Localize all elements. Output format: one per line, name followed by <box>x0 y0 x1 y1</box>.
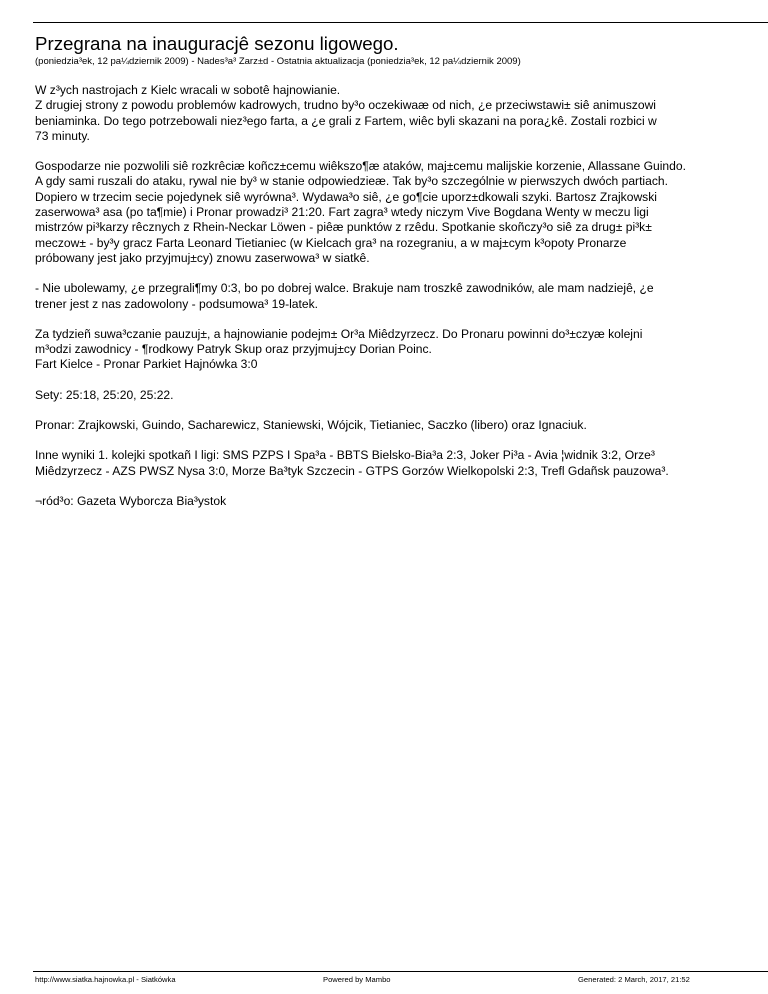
bottom-rule <box>33 971 768 972</box>
text-line: 73 minuty. <box>35 128 90 143</box>
article-meta: (poniedzia³ek, 12 pa¼dziernik 2009) - Nades³a³ Zarz±d - Ostatnia aktualizacja (poniedzia³ek, 12 pa¼dziernik 2009) <box>35 56 521 67</box>
paragraph-quote <box>35 281 747 312</box>
paragraph-source <box>35 494 747 509</box>
text-line: Gospodarze nie pozwolili siê rozkrêciæ koñcz±cemu wiêkszo¶æ ataków, maj±cemu malijskie korzenie, Allassane Guindo. <box>35 159 686 174</box>
text-line: mistrzów pi³karzy rêcznych z Rhein-Neckar Löwen - piêæ punktów z rzêdu. Spotkanie skoñczy³o siê za drug± pi³k± <box>35 220 652 235</box>
article-title: Przegrana na inauguracjê sezonu ligowego. <box>35 33 399 54</box>
text-line: Inne wyniki 1. kolejki spotkañ I ligi: SMS PZPS I Spa³a - BBTS Bielsko-Bia³a 2:3, Joker Pi³a - Avia ¦widnik 3:2, Orze³ <box>35 448 655 463</box>
text-line: ¬ród³o: Gazeta Wyborcza Bia³ystok <box>35 493 227 508</box>
text-line: meczow± - by³y gracz Farta Leonard Tietianiec (w Kielcach gra³ na rozegraniu, a w maj±cym k³opoty Pronarze <box>35 235 627 250</box>
footer-generated-date: Generated: 2 March, 2017, 21:52 <box>578 975 690 984</box>
text-line: W z³ych nastrojach z Kielc wracali w sobotê hajnowianie. <box>35 83 341 97</box>
text-line: Dopiero w trzecim secie pojedynek siê wyrówna³. Wydawa³o siê, ¿e go¶cie uporz±dkowali szyki. Bartosz Zrajkowski <box>35 189 657 204</box>
text-line: Fart Kielce - Pronar Parkiet Hajnówka 3:0 <box>35 357 258 372</box>
paragraph-next-round <box>35 327 747 373</box>
paragraph-intro <box>35 83 747 144</box>
text-line: Pronar: Zrajkowski, Guindo, Sacharewicz, Staniewski, Wójcik, Tietianiec, Saczko (libero) oraz Ignaciuk. <box>35 418 587 433</box>
paragraph-other-results <box>35 448 747 479</box>
text-line: m³odzi zawodnicy - ¶rodkowy Patryk Skup oraz przyjmuj±cy Dorian Poinc. <box>35 342 432 357</box>
footer-site-url: http://www.siatka.hajnowka.pl - Siatkówka <box>35 975 176 984</box>
paragraph-match-report <box>35 159 747 266</box>
text-line: zaserwowa³ asa (po ta¶mie) i Pronar prowadzi³ 21:20. Fart zagra³ wtedy niczym Vive Bogdana Wenty w meczu ligi <box>35 205 649 220</box>
text-line: Za tydzieñ suwa³czanie pauzuj±, a hajnowianie podejm± Or³a Miêdzyrzecz. Do Pronaru powinni do³±czyæ kolejni <box>35 326 643 341</box>
text-line: beniaminka. Do tego potrzebowali niez³ego farta, a ¿e grali z Fartem, wiêc byli skazani na pora¿kê. Zostali rozbici w <box>35 113 657 128</box>
text-line: - Nie ubolewamy, ¿e przegrali¶my 0:3, bo po dobrej walce. Brakuje nam troszkê zawodników, ale mam nadziejê, ¿e <box>35 281 654 296</box>
footer-powered-by: Powered by Mambo <box>323 975 391 984</box>
text-line: Miêdzyrzecz - AZS PWSZ Nysa 3:0, Morze Ba³tyk Szczecin - GTPS Gorzów Wielkopolski 2:3, Trefl Gdañsk pauzowa³. <box>35 463 669 478</box>
top-rule <box>33 22 768 23</box>
text-line: A gdy sami ruszali do ataku, rywal nie by³ w stanie odpowiedzieæ. Tak by³o szczególnie w pierwszych dwóch partiach. <box>35 174 668 189</box>
text-line: trener jest z nas zadowolony - podsumowa³ 19-latek. <box>35 296 318 311</box>
paragraph-sets <box>35 388 747 403</box>
text-line: Sety: 25:18, 25:20, 25:22. <box>35 387 174 402</box>
text-line: Z drugiej strony z powodu problemów kadrowych, trudno by³o oczekiwaæ od nich, ¿e przeciwstawi± siê animuszowi <box>35 98 656 113</box>
paragraph-lineup <box>35 418 747 433</box>
text-line: próbowany jest jako przyjmuj±cy) znowu zaserwowa³ w siatkê. <box>35 250 370 265</box>
article <box>35 33 747 509</box>
